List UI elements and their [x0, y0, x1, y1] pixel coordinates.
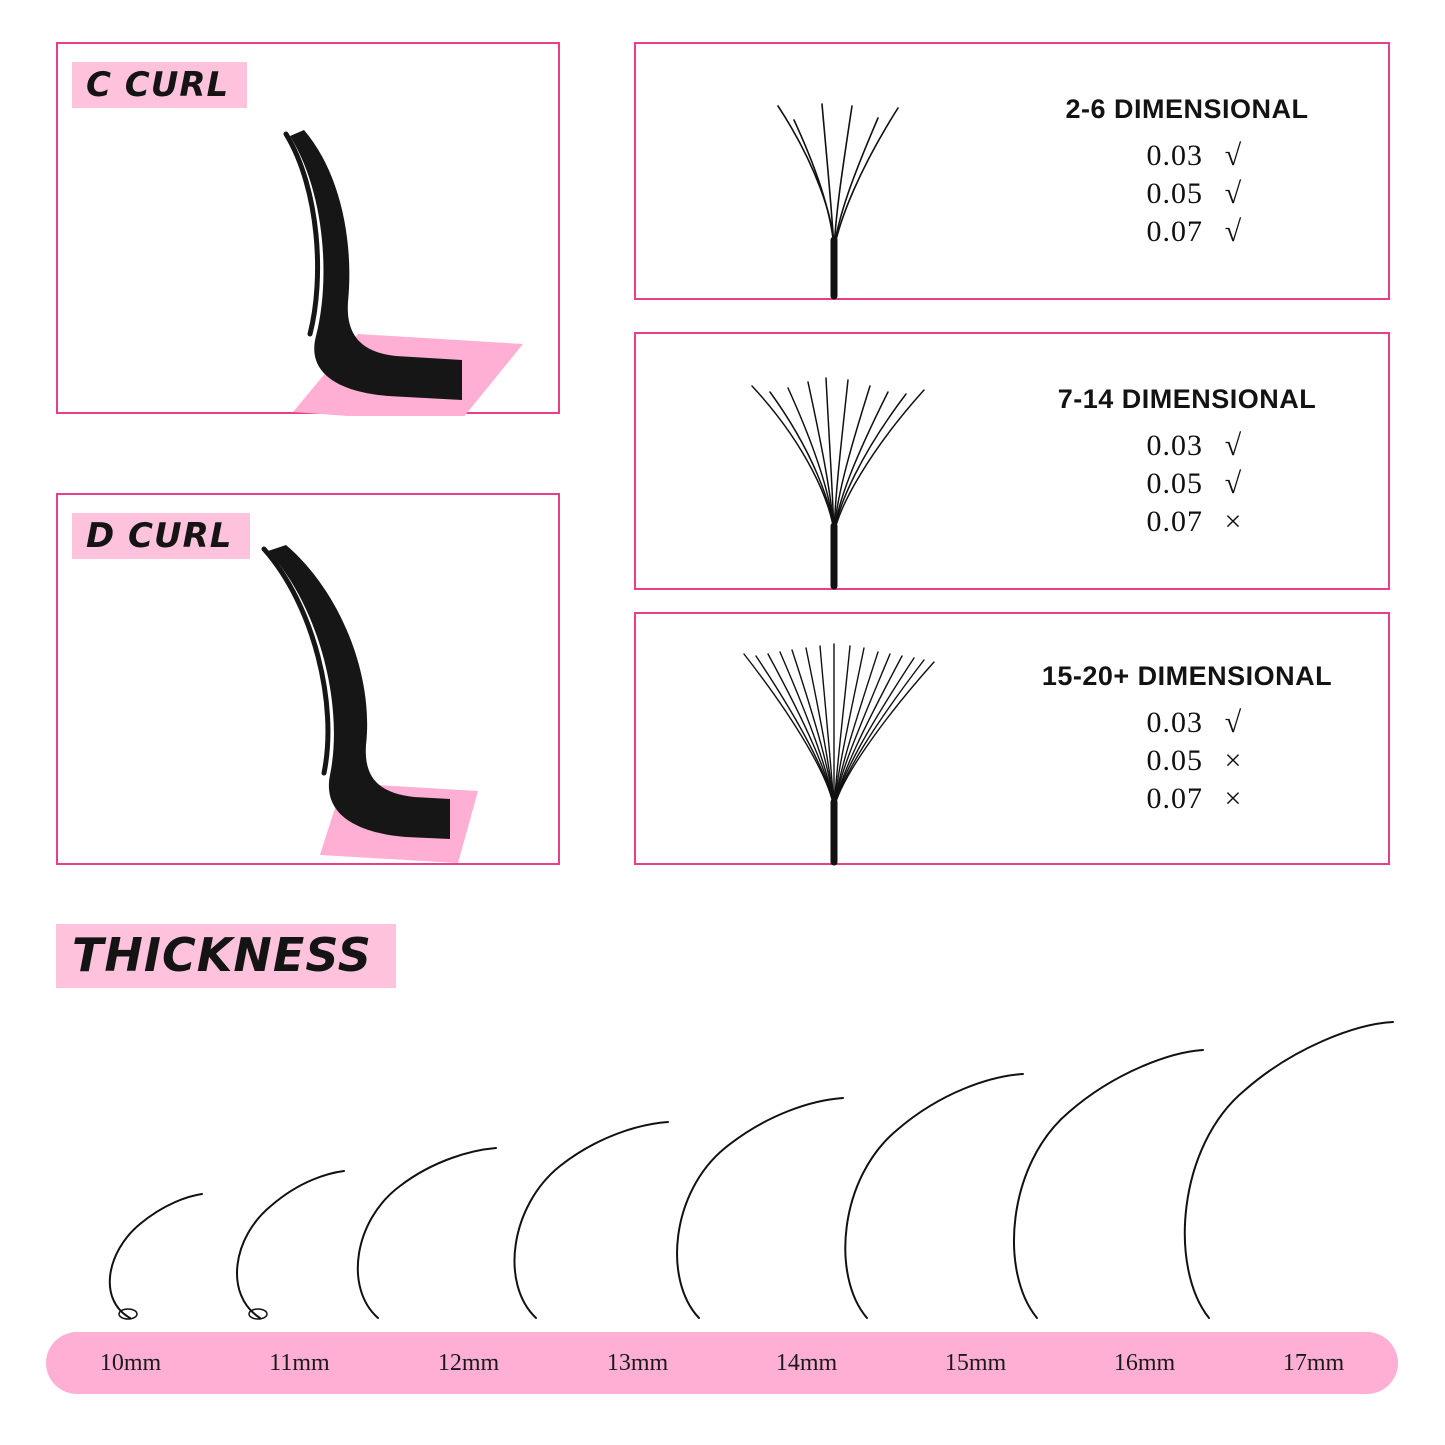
- availability-mark: √: [1224, 706, 1242, 739]
- dimensional-row: [1111, 139, 1263, 173]
- size-label-14mm: 14mm: [775, 1349, 838, 1376]
- thickness-value: 0.07: [1146, 214, 1203, 248]
- dimensional-row: [1111, 215, 1263, 249]
- size-label-12mm: 12mm: [437, 1349, 500, 1376]
- dimensional-rows: [1111, 139, 1263, 249]
- dimensional-title: 7-14 DIMENSIONAL: [1057, 383, 1317, 414]
- fan-16-lashes-icon: [666, 614, 996, 863]
- dimensional-panel-2-6: [634, 42, 1390, 300]
- thickness-value: 0.05: [1146, 466, 1203, 500]
- lash-curl-c-icon: [58, 44, 558, 412]
- size-label-10mm: 10mm: [99, 1349, 162, 1376]
- thickness-label: THICKNESS: [56, 924, 396, 988]
- size-label-13mm: 13mm: [606, 1349, 669, 1376]
- lash-curl-d-icon: [58, 495, 558, 863]
- lash-10mm-icon: [70, 1140, 210, 1320]
- dimensional-panel-7-14: [634, 332, 1390, 590]
- size-label-16mm: 16mm: [1113, 1349, 1176, 1376]
- availability-mark: √: [1224, 214, 1242, 248]
- thickness-value: 0.05: [1146, 744, 1203, 777]
- dimensional-row: [1111, 505, 1263, 539]
- dimensional-row: [1111, 782, 1263, 816]
- curl-panel-d: [56, 493, 560, 865]
- lash-12mm-icon: [330, 1092, 505, 1320]
- curl-panel-c: [56, 42, 560, 414]
- size-label-15mm: 15mm: [944, 1349, 1007, 1376]
- dimensional-row: [1111, 744, 1263, 778]
- thickness-value: 0.03: [1146, 428, 1203, 462]
- lash-14mm-icon: [655, 1048, 850, 1320]
- lash-17mm-icon: [1165, 978, 1400, 1320]
- dimensional-title: 15-20+ DIMENSIONAL: [1041, 661, 1333, 691]
- availability-mark: ×: [1224, 744, 1242, 777]
- dimensional-panel-15-20: [634, 612, 1390, 865]
- fan-10-lashes-icon: [666, 334, 996, 588]
- dimensional-text-2-6: [996, 44, 1378, 298]
- size-label-11mm: 11mm: [269, 1349, 330, 1376]
- availability-mark: √: [1224, 428, 1242, 462]
- fan-6-lashes-icon: [666, 44, 996, 298]
- lash-size-bar: [46, 1332, 1398, 1394]
- availability-mark: ×: [1224, 782, 1242, 815]
- thickness-value: 0.03: [1146, 706, 1203, 739]
- dimensional-title: 2-6 DIMENSIONAL: [1065, 93, 1309, 124]
- dimensional-row: [1111, 467, 1263, 501]
- lash-13mm-icon: [490, 1070, 675, 1320]
- dimensional-row: [1111, 177, 1263, 211]
- dimensional-text-15-20: [996, 614, 1378, 863]
- thickness-value: 0.07: [1146, 504, 1203, 538]
- dimensional-rows: [1111, 429, 1263, 539]
- availability-mark: √: [1224, 138, 1242, 172]
- thickness-value: 0.07: [1146, 782, 1203, 815]
- dimensional-row: [1111, 706, 1263, 740]
- availability-mark: ×: [1224, 504, 1242, 538]
- size-label-17mm: 17mm: [1282, 1349, 1345, 1376]
- lash-length-row: [40, 960, 1410, 1320]
- dimensional-rows: [1111, 706, 1263, 816]
- thickness-value: 0.03: [1146, 138, 1203, 172]
- availability-mark: √: [1224, 466, 1242, 500]
- thickness-value: 0.05: [1146, 176, 1203, 210]
- availability-mark: √: [1224, 176, 1242, 210]
- dimensional-row: [1111, 429, 1263, 463]
- lash-11mm-icon: [200, 1115, 350, 1320]
- curl-label-d: D CURL: [72, 513, 250, 559]
- curl-label-c: C CURL: [72, 62, 247, 108]
- dimensional-text-7-14: [996, 334, 1378, 588]
